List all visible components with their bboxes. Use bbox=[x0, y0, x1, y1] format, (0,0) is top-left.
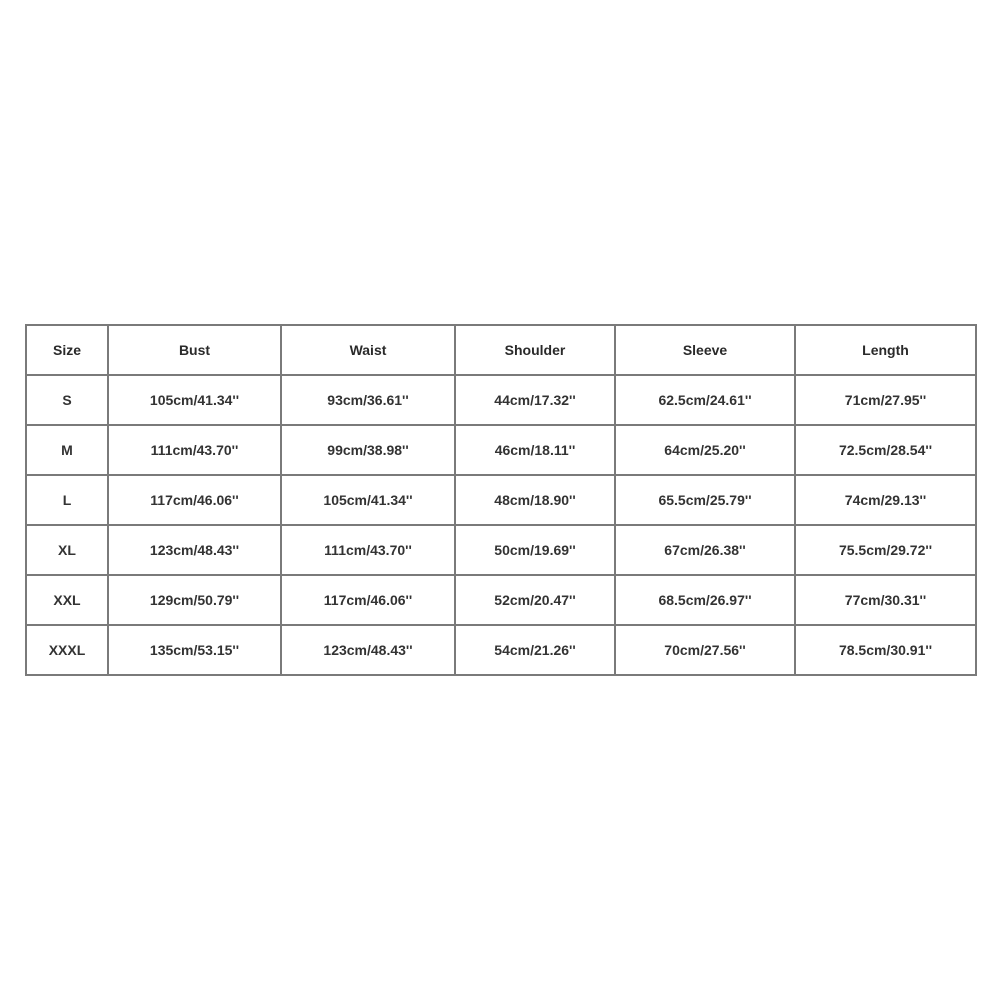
cell-length: 78.5cm/30.91'' bbox=[795, 625, 976, 675]
header-row bbox=[26, 325, 976, 375]
cell-sleeve: 67cm/26.38'' bbox=[615, 525, 795, 575]
cell-waist: 93cm/36.61'' bbox=[281, 375, 455, 425]
cell-bust: 111cm/43.70'' bbox=[108, 425, 281, 475]
cell-size: XXXL bbox=[26, 625, 108, 675]
cell-size: S bbox=[26, 375, 108, 425]
header-sleeve: Sleeve bbox=[615, 325, 795, 375]
cell-shoulder: 54cm/21.26'' bbox=[455, 625, 615, 675]
cell-waist: 123cm/48.43'' bbox=[281, 625, 455, 675]
table-row bbox=[26, 375, 976, 425]
header-size: Size bbox=[26, 325, 108, 375]
cell-bust: 117cm/46.06'' bbox=[108, 475, 281, 525]
cell-waist: 105cm/41.34'' bbox=[281, 475, 455, 525]
cell-sleeve: 64cm/25.20'' bbox=[615, 425, 795, 475]
cell-sleeve: 70cm/27.56'' bbox=[615, 625, 795, 675]
size-chart-table bbox=[25, 324, 977, 676]
header-waist: Waist bbox=[281, 325, 455, 375]
header-shoulder: Shoulder bbox=[455, 325, 615, 375]
cell-sleeve: 62.5cm/24.61'' bbox=[615, 375, 795, 425]
cell-shoulder: 52cm/20.47'' bbox=[455, 575, 615, 625]
cell-size: XL bbox=[26, 525, 108, 575]
cell-shoulder: 44cm/17.32'' bbox=[455, 375, 615, 425]
cell-bust: 135cm/53.15'' bbox=[108, 625, 281, 675]
header-length: Length bbox=[795, 325, 976, 375]
cell-waist: 117cm/46.06'' bbox=[281, 575, 455, 625]
cell-length: 75.5cm/29.72'' bbox=[795, 525, 976, 575]
cell-waist: 111cm/43.70'' bbox=[281, 525, 455, 575]
cell-shoulder: 50cm/19.69'' bbox=[455, 525, 615, 575]
cell-length: 77cm/30.31'' bbox=[795, 575, 976, 625]
cell-size: M bbox=[26, 425, 108, 475]
table-row bbox=[26, 475, 976, 525]
cell-length: 74cm/29.13'' bbox=[795, 475, 976, 525]
table-row bbox=[26, 625, 976, 675]
cell-sleeve: 68.5cm/26.97'' bbox=[615, 575, 795, 625]
cell-size: XXL bbox=[26, 575, 108, 625]
cell-bust: 129cm/50.79'' bbox=[108, 575, 281, 625]
cell-shoulder: 46cm/18.11'' bbox=[455, 425, 615, 475]
cell-shoulder: 48cm/18.90'' bbox=[455, 475, 615, 525]
cell-length: 71cm/27.95'' bbox=[795, 375, 976, 425]
cell-waist: 99cm/38.98'' bbox=[281, 425, 455, 475]
cell-sleeve: 65.5cm/25.79'' bbox=[615, 475, 795, 525]
header-bust: Bust bbox=[108, 325, 281, 375]
cell-length: 72.5cm/28.54'' bbox=[795, 425, 976, 475]
table-row bbox=[26, 525, 976, 575]
table-row bbox=[26, 575, 976, 625]
cell-bust: 123cm/48.43'' bbox=[108, 525, 281, 575]
cell-bust: 105cm/41.34'' bbox=[108, 375, 281, 425]
cell-size: L bbox=[26, 475, 108, 525]
table-row bbox=[26, 425, 976, 475]
